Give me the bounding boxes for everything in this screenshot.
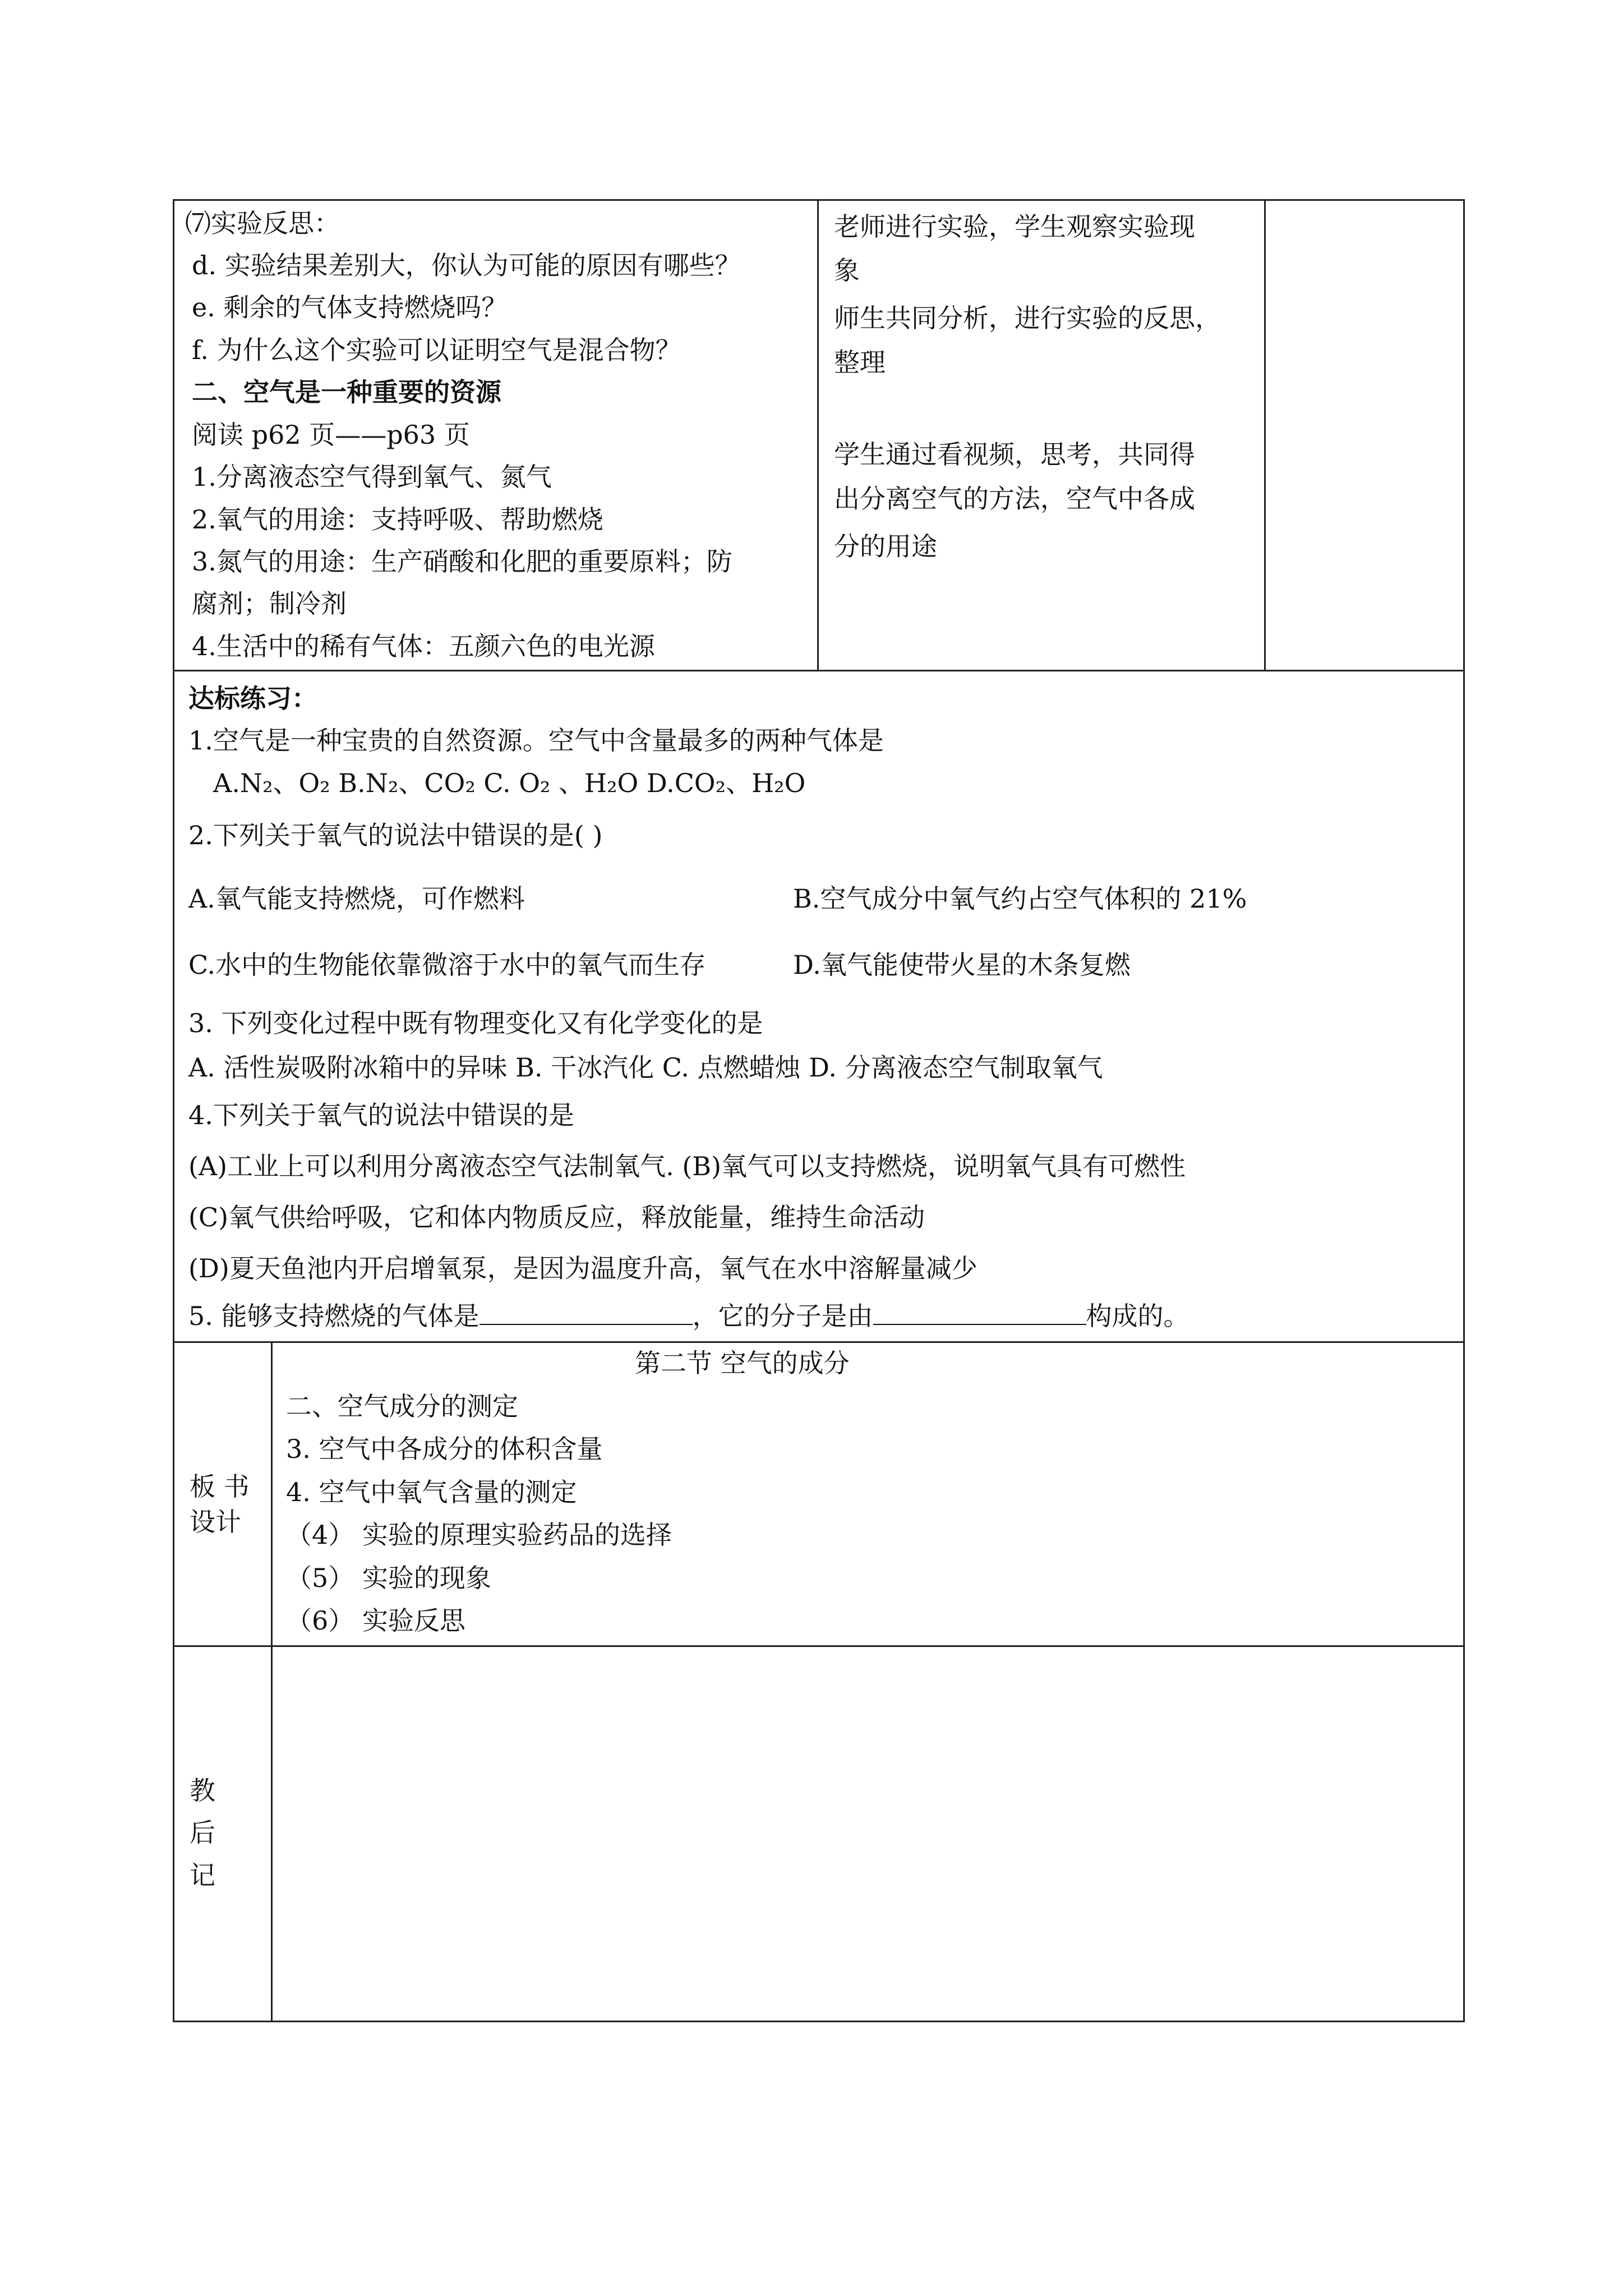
question-5-part-1: 5. 能够支持燃烧的气体是	[188, 1301, 479, 1331]
question-1-options: A.N₂、O₂ B.N₂、CO₂ C. O₂ 、H₂O D.CO₂、H₂O	[213, 768, 806, 798]
practice-heading: 达标练习：	[188, 683, 317, 714]
board-line-4: （4） 实验的原理实验药品的选择	[286, 1520, 672, 1550]
question-5-part-2: ，它的分子是由	[692, 1301, 873, 1331]
question-2-option-c: C.水中的生物能依靠微溶于水中的氧气而生存	[188, 950, 706, 980]
resource-item-1: 1.分离液态空气得到氧气、氮气	[192, 462, 552, 492]
question-2-option-d: D.氧气能使带火星的木条复燃	[793, 950, 1131, 980]
postscript-content-cell[interactable]	[273, 1647, 1463, 2021]
postscript-label-char-2: 后	[190, 1818, 215, 1848]
resource-item-4: 4.生活中的稀有气体：五颜六色的电光源	[192, 631, 655, 661]
question-3-options: A. 活性炭吸附冰箱中的异味 B. 干冰汽化 C. 点燃蜡烛 D. 分离液态空气制取氧气	[188, 1052, 1103, 1083]
question-2-option-a: A.氧气能支持燃烧，可作燃料	[188, 884, 525, 914]
activity-line-8: 分的用途	[834, 531, 937, 562]
question-4-option-d: (D)夏天鱼池内开启增氧泵，是因为温度升高，氧气在水中溶解量减少	[188, 1253, 978, 1283]
question-5-blank-2[interactable]	[873, 1299, 1086, 1325]
resource-item-2: 2.氧气的用途：支持呼吸、帮助燃烧	[192, 504, 603, 535]
reflection-question-d: d. 实验结果差别大，你认为可能的原因有哪些？	[192, 250, 741, 280]
activity-line-2: 象	[834, 255, 860, 286]
resource-item-3-cont: 腐剂；制冷剂	[192, 588, 347, 619]
question-4-option-ab: (A)工业上可以利用分离液态空气法制氧气. (B)氧气可以支持燃烧，说明氧气具有可燃性	[188, 1151, 1186, 1181]
divider-top-right	[1264, 199, 1266, 671]
board-line-6: （6） 实验反思	[286, 1605, 465, 1636]
board-label-line-2: 设计	[190, 1507, 241, 1537]
divider-top-left	[817, 199, 819, 671]
question-5-part-3: 构成的。	[1086, 1301, 1189, 1331]
board-label-line-1: 板 书	[190, 1471, 250, 1502]
board-title: 第二节 空气的成分	[635, 1348, 850, 1378]
board-line-5: （5） 实验的现象	[286, 1563, 491, 1593]
reflection-question-f: f. 为什么这个实验可以证明空气是混合物？	[192, 335, 681, 365]
question-1: 1.空气是一种宝贵的自然资源。空气中含量最多的两种气体是	[188, 725, 884, 756]
question-4: 4.下列关于氧气的说法中错误的是	[188, 1100, 574, 1130]
activity-line-3: 师生共同分析，进行实验的反思，	[834, 303, 1221, 333]
resource-item-3: 3.氮气的用途：生产硝酸和化肥的重要原料；防	[192, 546, 732, 577]
board-line-3: 4. 空气中氧气含量的测定	[286, 1477, 577, 1507]
question-3: 3. 下列变化过程中既有物理变化又有化学变化的是	[188, 1008, 763, 1038]
question-5	[188, 1299, 1189, 1333]
activity-line-4: 整理	[834, 347, 886, 378]
reading-range: 阅读 p62 页——p63 页	[192, 420, 470, 450]
section-heading-resource: 二、空气是一种重要的资源	[192, 377, 501, 407]
reflection-heading: ⑺实验反思：	[185, 208, 340, 238]
board-line-1: 二、空气成分的测定	[286, 1391, 518, 1421]
divider-board-label	[271, 1341, 273, 1647]
question-4-option-c: (C)氧气供给呼吸，它和体内物质反应，释放能量，维持生命活动	[188, 1202, 925, 1232]
activity-line-1: 老师进行实验，学生观察实验现	[834, 211, 1195, 242]
board-line-2: 3. 空气中各成分的体积含量	[286, 1434, 603, 1464]
question-2-option-b: B.空气成分中氧气约占空气体积的 21%	[793, 884, 1247, 914]
postscript-label-char-3: 记	[190, 1860, 215, 1890]
activity-line-6: 学生通过看视频，思考，共同得	[834, 439, 1195, 470]
reflection-question-e: e. 剩余的气体支持燃烧吗？	[192, 292, 508, 323]
question-2: 2.下列关于氧气的说法中错误的是( )	[188, 820, 603, 850]
activity-line-7: 出分离空气的方法，空气中各成	[834, 484, 1195, 514]
postscript-label-char-1: 教	[190, 1775, 215, 1806]
question-5-blank-1[interactable]	[479, 1299, 693, 1325]
